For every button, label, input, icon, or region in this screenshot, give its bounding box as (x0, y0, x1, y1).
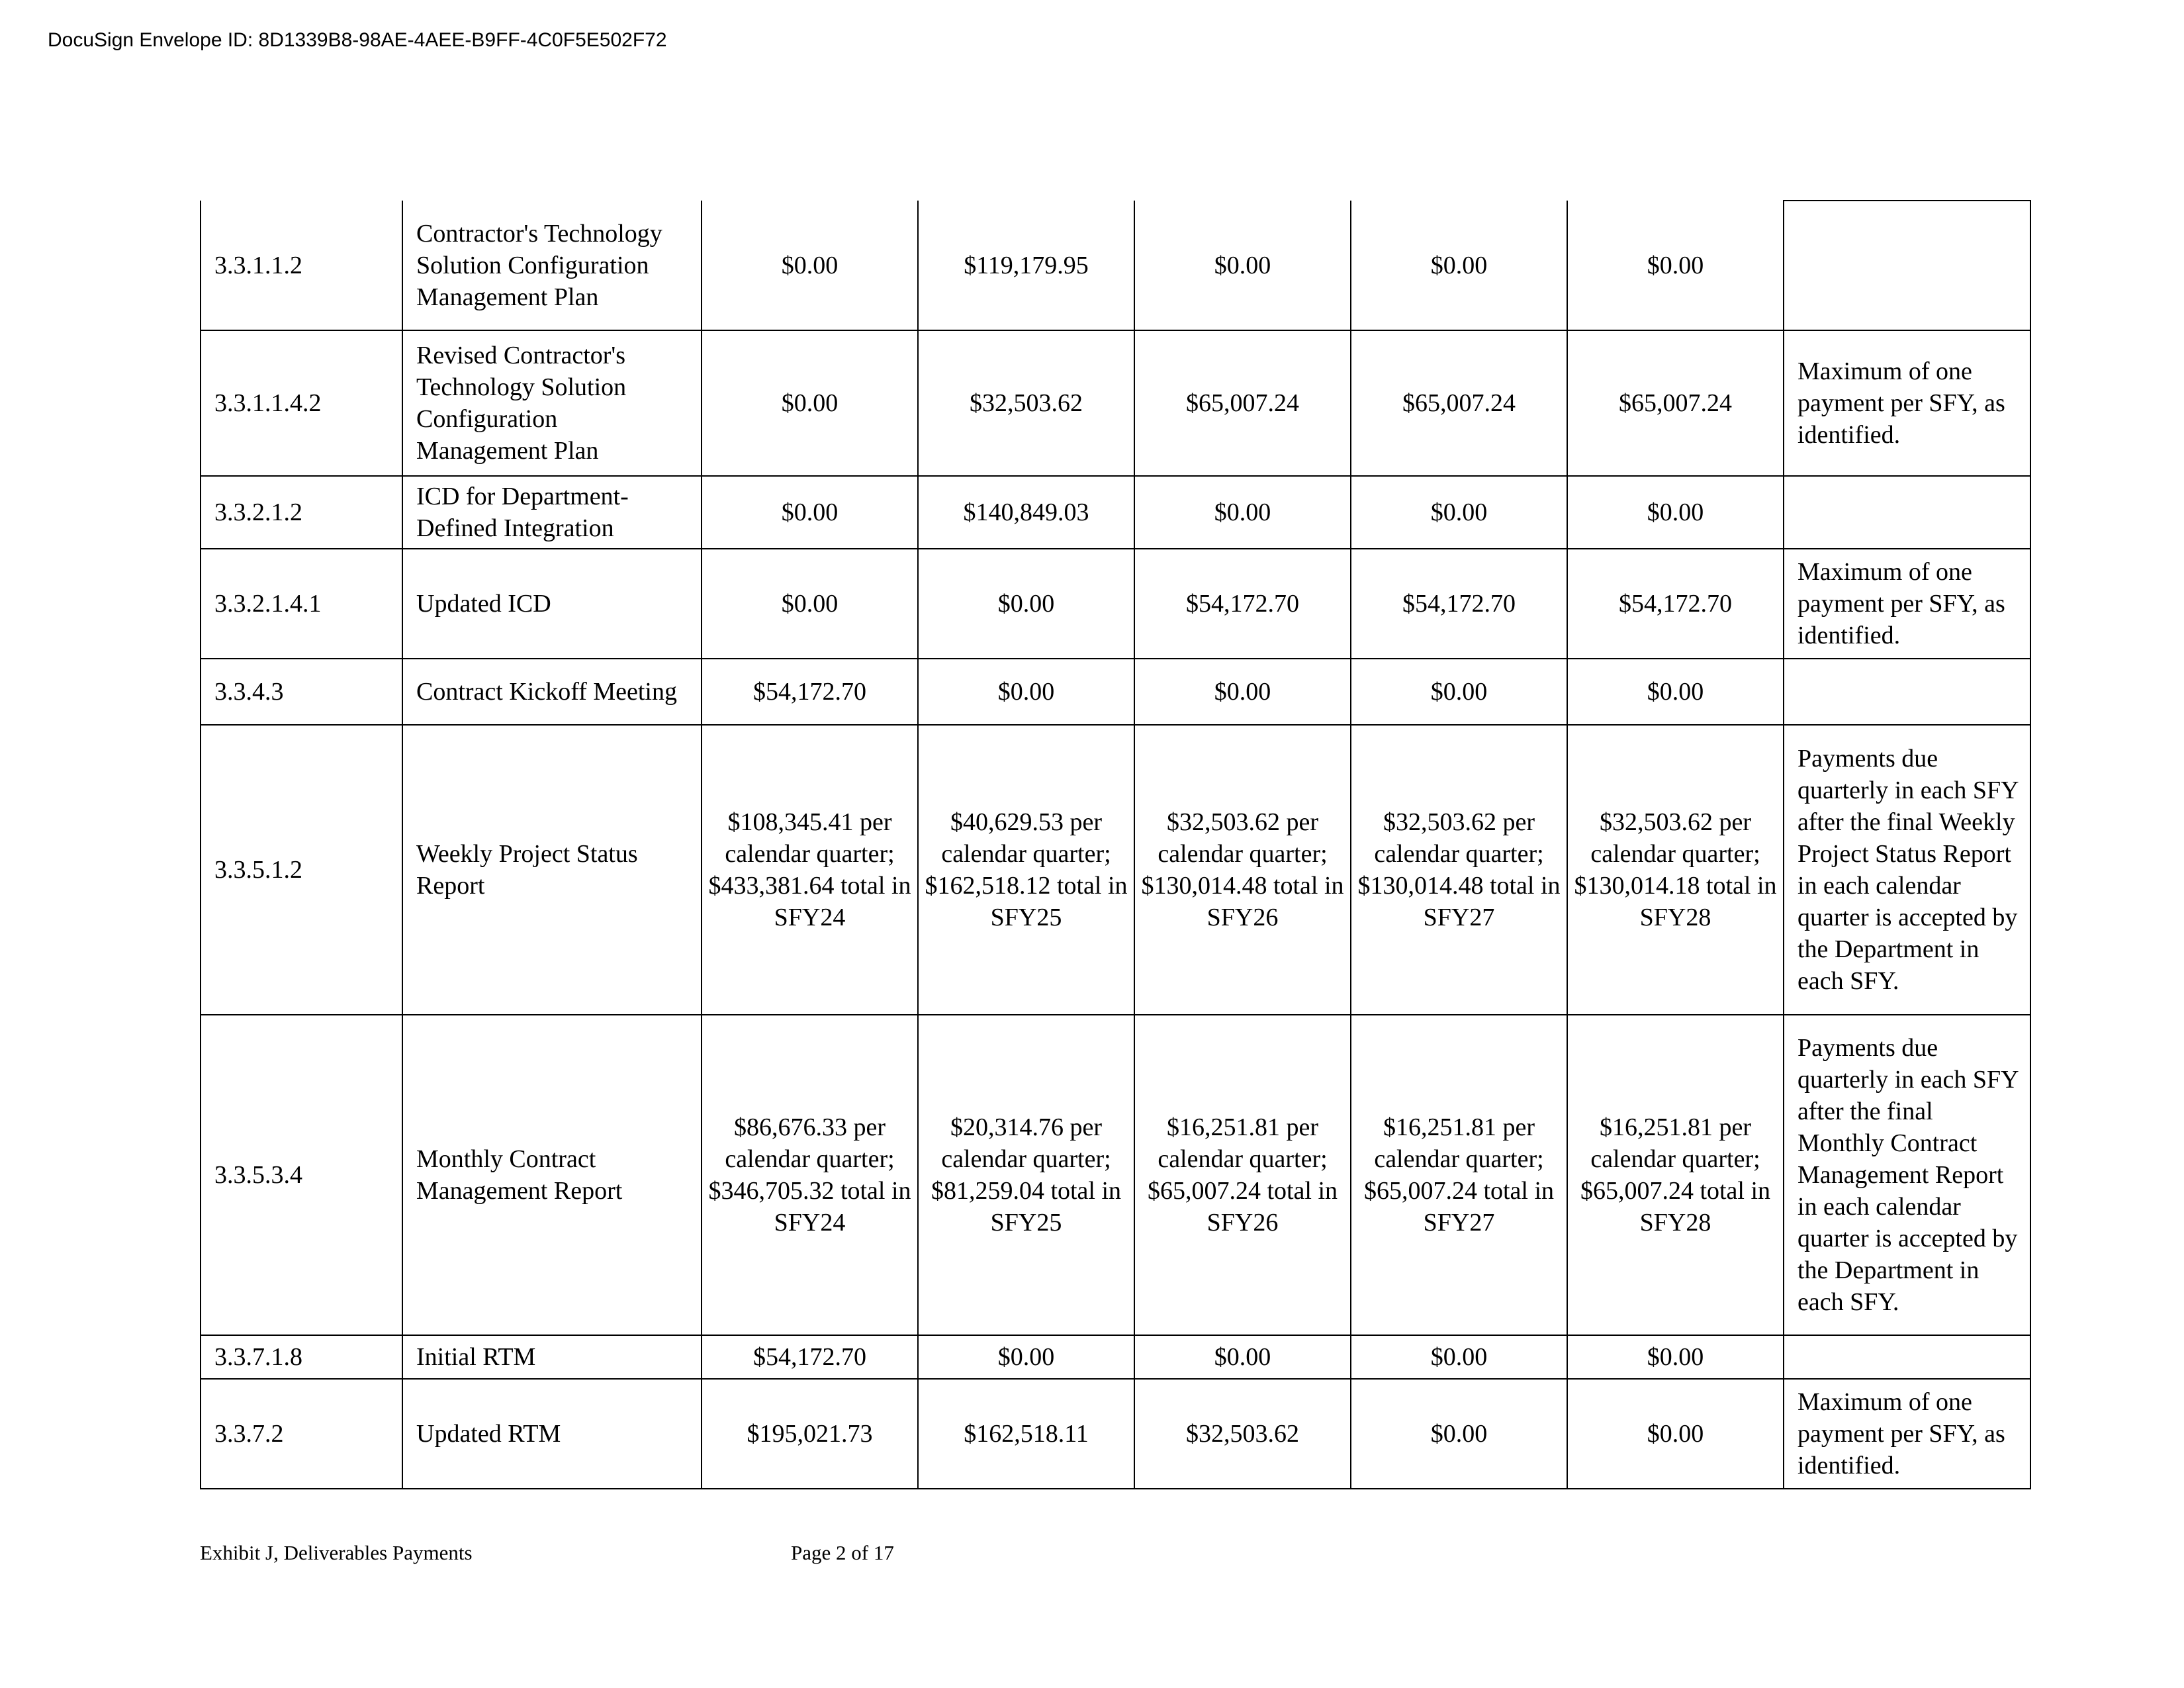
payment-sfy28: $54,172.70 (1567, 549, 1784, 659)
payment-sfy25: $0.00 (918, 1335, 1134, 1379)
deliverable-id: 3.3.4.3 (201, 659, 402, 725)
deliverable-id: 3.3.2.1.2 (201, 476, 402, 549)
payment-sfy26: $0.00 (1134, 1335, 1351, 1379)
deliverable-id: 3.3.5.1.2 (201, 725, 402, 1015)
deliverable-id: 3.3.2.1.4.1 (201, 549, 402, 659)
table-row (201, 476, 2030, 549)
payment-notes (1784, 476, 2030, 549)
payment-sfy24: $54,172.70 (702, 659, 918, 725)
payment-notes: Maximum of one payment per SFY, as identified. (1784, 549, 2030, 659)
payment-sfy26: $32,503.62 per calendar quarter; $130,014.48 total in SFY26 (1134, 725, 1351, 1015)
payment-sfy25: $0.00 (918, 549, 1134, 659)
payment-sfy26: $32,503.62 (1134, 1379, 1351, 1489)
payment-sfy27: $0.00 (1351, 1335, 1567, 1379)
payment-sfy25: $0.00 (918, 659, 1134, 725)
table-body (201, 201, 2030, 1489)
payment-sfy24: $0.00 (702, 549, 918, 659)
table-row (201, 1379, 2030, 1489)
payment-notes: Maximum of one payment per SFY, as identified. (1784, 330, 2030, 476)
payment-notes: Payments due quarterly in each SFY after the final Monthly Contract Management Report in each calendar quarter is accepted by the Department in each SFY. (1784, 1015, 2030, 1335)
payment-sfy28: $0.00 (1567, 476, 1784, 549)
payment-sfy24: $108,345.41 per calendar quarter; $433,381.64 total in SFY24 (702, 725, 918, 1015)
table-row (201, 1335, 2030, 1379)
payment-sfy28: $0.00 (1567, 659, 1784, 725)
deliverable-name: Updated ICD (402, 549, 702, 659)
table-row (201, 725, 2030, 1015)
payment-notes: Maximum of one payment per SFY, as identified. (1784, 1379, 2030, 1489)
table-row (201, 330, 2030, 476)
payment-sfy27: $0.00 (1351, 659, 1567, 725)
table-row (201, 201, 2030, 330)
payment-notes (1784, 659, 2030, 725)
payment-sfy26: $0.00 (1134, 201, 1351, 330)
payment-sfy25: $40,629.53 per calendar quarter; $162,518.12 total in SFY25 (918, 725, 1134, 1015)
payment-sfy28: $65,007.24 (1567, 330, 1784, 476)
payment-sfy28: $0.00 (1567, 1335, 1784, 1379)
payment-notes (1784, 201, 2030, 330)
deliverables-payments-table (200, 200, 2031, 1489)
deliverable-name: Initial RTM (402, 1335, 702, 1379)
deliverable-id: 3.3.7.2 (201, 1379, 402, 1489)
deliverable-id: 3.3.1.1.4.2 (201, 330, 402, 476)
payment-sfy25: $119,179.95 (918, 201, 1134, 330)
payment-sfy27: $65,007.24 (1351, 330, 1567, 476)
payment-sfy24: $0.00 (702, 201, 918, 330)
deliverable-id: 3.3.5.3.4 (201, 1015, 402, 1335)
envelope-id: DocuSign Envelope ID: 8D1339B8-98AE-4AEE-B9FF-4C0F5E502F72 (48, 29, 667, 51)
table-row (201, 659, 2030, 725)
payment-sfy25: $20,314.76 per calendar quarter; $81,259.04 total in SFY25 (918, 1015, 1134, 1335)
payment-sfy28: $16,251.81 per calendar quarter; $65,007.24 total in SFY28 (1567, 1015, 1784, 1335)
payment-sfy26: $16,251.81 per calendar quarter; $65,007.24 total in SFY26 (1134, 1015, 1351, 1335)
footer-document-title: Exhibit J, Deliverables Payments (200, 1541, 473, 1564)
deliverable-name: Monthly Contract Management Report (402, 1015, 702, 1335)
payment-sfy28: $0.00 (1567, 1379, 1784, 1489)
payment-sfy26: $0.00 (1134, 476, 1351, 549)
payment-sfy28: $0.00 (1567, 201, 1784, 330)
table-row (201, 549, 2030, 659)
payment-sfy26: $54,172.70 (1134, 549, 1351, 659)
payment-sfy27: $54,172.70 (1351, 549, 1567, 659)
payment-sfy24: $86,676.33 per calendar quarter; $346,705.32 total in SFY24 (702, 1015, 918, 1335)
payment-sfy27: $16,251.81 per calendar quarter; $65,007.24 total in SFY27 (1351, 1015, 1567, 1335)
table-row (201, 1015, 2030, 1335)
payment-sfy25: $162,518.11 (918, 1379, 1134, 1489)
deliverable-name: Contractor's Technology Solution Configuration Management Plan (402, 201, 702, 330)
deliverable-name: ICD for Department-Defined Integration (402, 476, 702, 549)
payment-sfy27: $32,503.62 per calendar quarter; $130,014.48 total in SFY27 (1351, 725, 1567, 1015)
payment-sfy26: $0.00 (1134, 659, 1351, 725)
deliverable-id: 3.3.1.1.2 (201, 201, 402, 330)
deliverable-name: Weekly Project Status Report (402, 725, 702, 1015)
payment-sfy25: $32,503.62 (918, 330, 1134, 476)
payment-notes: Payments due quarterly in each SFY after the final Weekly Project Status Report in each calendar quarter is accepted by the Department in each SFY. (1784, 725, 2030, 1015)
payment-sfy26: $65,007.24 (1134, 330, 1351, 476)
deliverable-name: Updated RTM (402, 1379, 702, 1489)
payment-sfy27: $0.00 (1351, 201, 1567, 330)
payment-sfy25: $140,849.03 (918, 476, 1134, 549)
payment-sfy24: $0.00 (702, 330, 918, 476)
payment-sfy28: $32,503.62 per calendar quarter; $130,014.18 total in SFY28 (1567, 725, 1784, 1015)
payment-sfy24: $195,021.73 (702, 1379, 918, 1489)
payment-sfy24: $54,172.70 (702, 1335, 918, 1379)
footer-page-number: Page 2 of 17 (791, 1541, 894, 1564)
deliverable-id: 3.3.7.1.8 (201, 1335, 402, 1379)
payment-notes (1784, 1335, 2030, 1379)
payment-sfy27: $0.00 (1351, 1379, 1567, 1489)
deliverable-name: Contract Kickoff Meeting (402, 659, 702, 725)
payment-sfy24: $0.00 (702, 476, 918, 549)
deliverable-name: Revised Contractor's Technology Solution Configuration Management Plan (402, 330, 702, 476)
payment-sfy27: $0.00 (1351, 476, 1567, 549)
